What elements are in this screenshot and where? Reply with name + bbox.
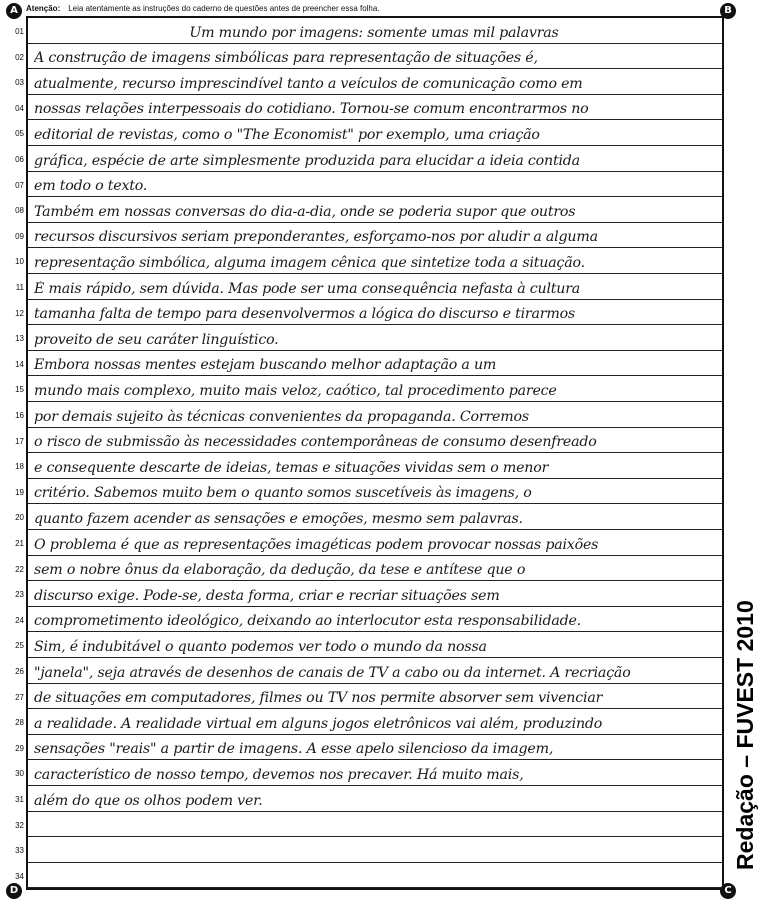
handwritten-line-text: proveito de seu caráter linguístico. — [34, 331, 279, 348]
handwritten-line-text: característico de nosso tempo, devemos nos precaver. Há muito mais, — [34, 766, 524, 783]
handwritten-line-text: atualmente, recurso imprescindível tanto a veículos de comunicação como em — [34, 75, 583, 92]
line-number: 02 — [15, 52, 24, 62]
essay-lines — [15, 18, 722, 888]
essay-line — [15, 69, 722, 95]
line-number: 11 — [15, 283, 24, 292]
essay-line — [15, 274, 722, 300]
essay-line — [15, 786, 722, 812]
attention-text: Leia atentamente as instruções do caderno de questões antes de preencher essa folha. — [68, 4, 380, 13]
handwritten-line-text: por demais sujeito às técnicas convenientes da propaganda. Corremos — [34, 408, 529, 425]
line-number: 15 — [15, 385, 24, 395]
corner-marker-a: A — [6, 3, 22, 19]
essay-line — [15, 556, 722, 582]
handwritten-line-text: É mais rápido, sem dúvida. Mas pode ser uma consequência nefasta à cultura — [34, 280, 581, 297]
essay-line — [15, 632, 722, 658]
essay-line — [15, 95, 722, 121]
corner-marker-c: C — [720, 883, 736, 899]
handwritten-line-text: o risco de submissão às necessidades contemporâneas de consumo desenfreado — [34, 434, 597, 451]
handwritten-line-text: a realidade. A realidade virtual em alguns jogos eletrônicos vai além, produzindo — [34, 715, 603, 732]
corner-marker-b: B — [720, 3, 736, 19]
line-number: 08 — [15, 206, 24, 216]
essay-line — [15, 735, 722, 761]
handwritten-line-text: editorial de revistas, como o "The Economist" por exemplo, uma criação — [34, 126, 540, 143]
handwritten-line-text: além do que os olhos podem ver. — [34, 792, 263, 809]
handwritten-line-text: gráfica, espécie de arte simplesmente produzida para elucidar a ideia contida — [34, 152, 580, 169]
essay-line — [15, 837, 722, 863]
line-number: 05 — [15, 129, 24, 139]
line-number: 24 — [15, 615, 24, 625]
line-number: 28 — [15, 718, 24, 728]
line-number: 26 — [15, 667, 24, 676]
line-number: 20 — [15, 513, 24, 523]
handwritten-line-text: nossas relações interpessoais do cotidiano. Tornou-se comum encontrarmos no — [34, 101, 589, 118]
essay-line — [15, 146, 722, 172]
handwritten-line-text: recursos discursivos seriam preponderantes, esforçamo-nos por aludir a alguma — [34, 229, 598, 246]
line-number: 30 — [15, 769, 24, 779]
handwritten-line-text: Embora nossas mentes estejam buscando melhor adaptação a um — [34, 357, 497, 374]
line-number: 32 — [15, 820, 24, 830]
essay-line — [15, 530, 722, 556]
line-number: 14 — [15, 359, 24, 369]
essay-answer-sheet — [15, 16, 724, 890]
line-number: 16 — [15, 411, 24, 420]
essay-line — [15, 351, 722, 377]
handwritten-line-text: Também em nossas conversas do dia-a-dia, onde se poderia supor que outros — [34, 203, 576, 220]
essay-line — [15, 607, 722, 633]
line-number: 06 — [15, 155, 24, 164]
handwritten-line-text: Sim, é indubitável o quanto podemos ver todo o mundo da nossa — [34, 638, 487, 655]
essay-line — [15, 428, 722, 454]
line-number: 34 — [15, 871, 24, 881]
line-number: 07 — [15, 180, 24, 190]
side-title: Redação – FUVEST 2010 — [732, 600, 758, 870]
line-number: 09 — [15, 231, 24, 241]
handwritten-line-text: sensações "reais" a partir de imagens. A esse apelo silencioso da imagem, — [34, 741, 554, 758]
line-number: 19 — [15, 487, 24, 497]
essay-line — [15, 453, 722, 479]
line-number: 27 — [15, 692, 24, 702]
line-number: 17 — [15, 436, 24, 446]
essay-line — [15, 812, 722, 838]
handwritten-line-text: em todo o texto. — [34, 178, 148, 195]
essay-line — [15, 581, 722, 607]
handwritten-line-text: O problema é que as representações imagéticas podem provocar nossas paixões — [34, 536, 599, 553]
line-number: 18 — [15, 462, 24, 472]
line-number: 03 — [15, 78, 24, 88]
handwritten-line-text: discurso exige. Pode-se, desta forma, criar e recriar situações sem — [34, 587, 500, 604]
line-number: 22 — [15, 564, 24, 574]
line-number: 29 — [15, 743, 24, 753]
handwritten-line-text: mundo mais complexo, muito mais veloz, caótico, tal procedimento parece — [34, 382, 557, 399]
essay-line — [15, 402, 722, 428]
handwritten-line-text: de situações em computadores, filmes ou TV nos permite absorver sem vivenciar — [34, 690, 603, 707]
line-number: 21 — [15, 539, 24, 548]
essay-line — [15, 376, 722, 402]
handwritten-line-text: "janela", seja através de desenhos de canais de TV a cabo ou da internet. A recriação — [34, 664, 631, 681]
line-number: 31 — [15, 795, 24, 804]
line-number: 10 — [15, 257, 24, 267]
handwritten-line-text: e consequente descarte de ideias, temas e situações vividas sem o menor — [34, 459, 549, 476]
handwritten-line-text: tamanha falta de tempo para desenvolvermos a lógica do discurso e tirarmos — [34, 306, 576, 323]
corner-marker-d: D — [6, 883, 22, 899]
essay-title: Um mundo por imagens: somente umas mil palavras — [189, 24, 559, 41]
essay-line — [15, 197, 722, 223]
handwritten-line-text: sem o nobre ônus da elaboração, da dedução, da tese e antítese que o — [34, 562, 526, 579]
essay-line — [15, 684, 722, 710]
handwritten-line-text: critério. Sabemos muito bem o quanto somos suscetíveis às imagens, o — [34, 485, 532, 502]
handwritten-line-text: quanto fazem acender as sensações e emoções, mesmo sem palavras. — [34, 510, 523, 527]
line-number: 12 — [15, 308, 24, 318]
essay-line — [15, 504, 722, 530]
essay-line — [15, 120, 722, 146]
essay-line — [15, 18, 722, 44]
essay-line — [15, 863, 722, 889]
attention-header — [26, 4, 380, 13]
line-number: 23 — [15, 590, 24, 600]
essay-line — [15, 223, 722, 249]
attention-label: Atenção: — [26, 4, 61, 13]
essay-line — [15, 760, 722, 786]
line-number: 04 — [15, 103, 24, 113]
essay-line — [15, 300, 722, 326]
essay-line — [15, 172, 722, 198]
handwritten-line-text: representação simbólica, alguma imagem cênica que sintetize toda a situação. — [34, 254, 585, 271]
line-number: 25 — [15, 641, 24, 651]
essay-line — [15, 479, 722, 505]
line-number: 01 — [15, 27, 24, 36]
essay-line — [15, 658, 722, 684]
essay-line — [15, 44, 722, 70]
handwritten-line-text: A construção de imagens simbólicas para representação de situações é, — [34, 50, 538, 67]
essay-line — [15, 248, 722, 274]
line-number: 13 — [15, 334, 24, 344]
essay-line — [15, 709, 722, 735]
essay-line — [15, 325, 722, 351]
line-number: 33 — [15, 846, 24, 856]
handwritten-line-text: comprometimento ideológico, deixando ao interlocutor esta responsabilidade. — [34, 613, 581, 630]
